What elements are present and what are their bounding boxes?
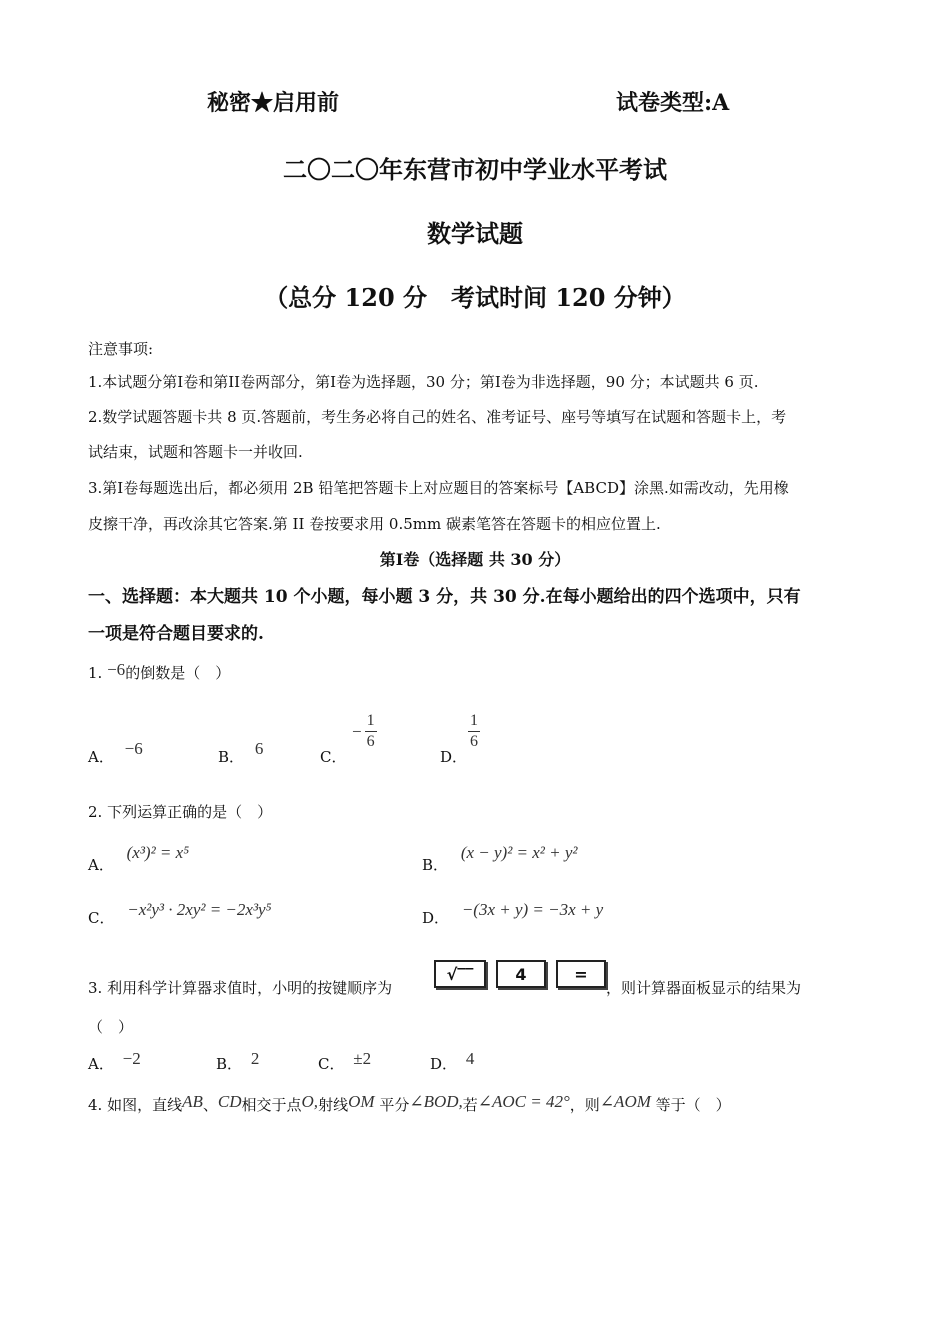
option-label: C． (88, 909, 115, 927)
q2-a-expr: (x³)² = x⁵ (126, 843, 190, 862)
q4-text: 、 (202, 1096, 218, 1114)
q4-angle-aom: ∠AOM (599, 1092, 651, 1111)
q2-option-c[interactable] (88, 900, 272, 928)
denominator: 6 (470, 733, 478, 750)
exam-title: 二〇二〇年东营市初中学业水平考试 (283, 155, 667, 184)
q4-point-o: O, (301, 1092, 319, 1111)
q1-text: 的倒数是（ ） (125, 664, 231, 682)
q4-text: 4. 如图，直线 (88, 1096, 183, 1114)
q2-option-b[interactable] (422, 843, 578, 875)
q3-c-value: ±2 (353, 1049, 372, 1068)
secret-label: 秘密★启用前 (207, 90, 340, 116)
q3-option-c[interactable] (318, 1049, 372, 1074)
q1-number: 1. (88, 664, 103, 682)
q4-text: 平分 (379, 1096, 410, 1114)
q4-text: 射线 (318, 1096, 349, 1114)
question-3-cont: ，则计算器面板显示的结果为 (606, 979, 802, 997)
note-2: 2.数学试题答题卡共 8 页.答题前，考生务必将自己的姓名、准考证号、座号等填写在试题和答题卡上，考 (88, 408, 787, 426)
q3-option-b[interactable] (216, 1049, 260, 1074)
q3-a-value: −2 (122, 1049, 141, 1068)
note-1: 1.本试题分第Ⅰ卷和第II卷两部分，第Ⅰ卷为选择题，30 分；第Ⅰ卷为非选择题，90 分；本试题共 6 页. (88, 373, 759, 391)
q4-text: 等于（ ） (655, 1096, 731, 1114)
q1-d-fraction (468, 712, 480, 751)
q1-c-fraction (352, 712, 377, 751)
q2-b-expr: (x − y)² = x² + y² (460, 843, 578, 862)
option-label: D． (430, 1055, 458, 1073)
section-heading-cont: 一项是符合题目要求的. (88, 624, 264, 644)
option-label: A． (88, 748, 114, 766)
four-key: 4 (496, 960, 546, 988)
fraction-bar (365, 731, 377, 732)
option-label: D． (422, 909, 450, 927)
question-1 (88, 660, 230, 683)
q1-a-value: −6 (124, 739, 143, 758)
exam-info: （总分 120 分 考试时间 120 分钟） (264, 283, 686, 312)
question-2: 2. 下列运算正确的是（ ） (88, 803, 273, 821)
q4-ray-om: OM (348, 1092, 375, 1111)
option-label: A． (88, 856, 114, 874)
option-label: C． (318, 1055, 345, 1073)
note-3: 3.第Ⅰ卷每题选出后，都必须用 2B 铅笔把答题卡上对应题目的答案标号【ABCD】涂黑.如需改动，先用橡 (88, 479, 789, 497)
q4-text: 相交于点 (241, 1096, 302, 1114)
q1-option-b[interactable] (218, 739, 264, 767)
denominator: 6 (366, 733, 375, 750)
q1-option-c[interactable] (320, 746, 346, 767)
q1-c-sign: − (352, 721, 362, 741)
q1-expr: −6 (107, 660, 126, 679)
fraction (468, 712, 480, 751)
q3-b-value: 2 (250, 1049, 260, 1068)
equals-key: = (556, 960, 606, 988)
option-label: C． (320, 748, 347, 766)
option-label: B． (422, 856, 449, 874)
note-2-cont: 试结束，试题和答题卡一并收回. (88, 443, 303, 461)
numerator: 1 (470, 712, 478, 729)
option-label: B． (216, 1055, 243, 1073)
paper-type-label: 试卷类型:A (616, 90, 730, 116)
q4-line-ab: AB (182, 1092, 203, 1111)
q2-d-expr: −(3x + y) = −3x + y (461, 900, 604, 919)
subject-title: 数学试题 (427, 219, 523, 248)
q2-option-a[interactable] (88, 843, 190, 875)
q4-text: 若 (462, 1096, 478, 1114)
q4-angle-bod: ∠BOD, (409, 1092, 463, 1111)
q3-option-d[interactable] (430, 1049, 475, 1074)
numerator: 1 (366, 712, 375, 729)
option-label: B． (218, 748, 245, 766)
question-3-paren: （ ） (88, 1018, 134, 1036)
note-3-cont: 皮擦干净，再改涂其它答案.第 II 卷按要求用 0.5mm 碳素笔答在答题卡的相应位置上. (88, 515, 661, 533)
fraction-bar (468, 731, 480, 732)
q2-option-d[interactable] (422, 900, 604, 928)
sqrt-key: √‾‾ (434, 960, 486, 988)
q4-angle-aoc: ∠AOC = 42° (477, 1092, 570, 1111)
q4-line-cd: CD (217, 1092, 242, 1111)
q1-option-d[interactable] (440, 746, 467, 767)
option-label: A． (88, 1055, 114, 1073)
q3-option-a[interactable] (88, 1049, 141, 1074)
q4-text: ，则 (569, 1096, 600, 1114)
option-label: D． (440, 748, 468, 766)
section-heading: 一、选择题：本大题共 10 个小题，每小题 3 分，共 30 分.在每小题给出的四个选项中，只有 (88, 587, 801, 607)
question-3: 3. 利用科学计算器求值时，小明的按键顺序为 (88, 979, 393, 997)
fraction (365, 712, 377, 751)
question-4 (88, 1092, 731, 1115)
q3-d-value: 4 (465, 1049, 475, 1068)
q1-b-value: 6 (254, 739, 264, 758)
q2-c-expr: −x²y³ · 2xy² = −2x³y⁵ (127, 900, 272, 919)
q1-option-a[interactable] (88, 739, 143, 767)
part1-title: 第Ⅰ卷（选择题 共 30 分） (379, 550, 571, 569)
notes-heading: 注意事项: (88, 340, 154, 358)
